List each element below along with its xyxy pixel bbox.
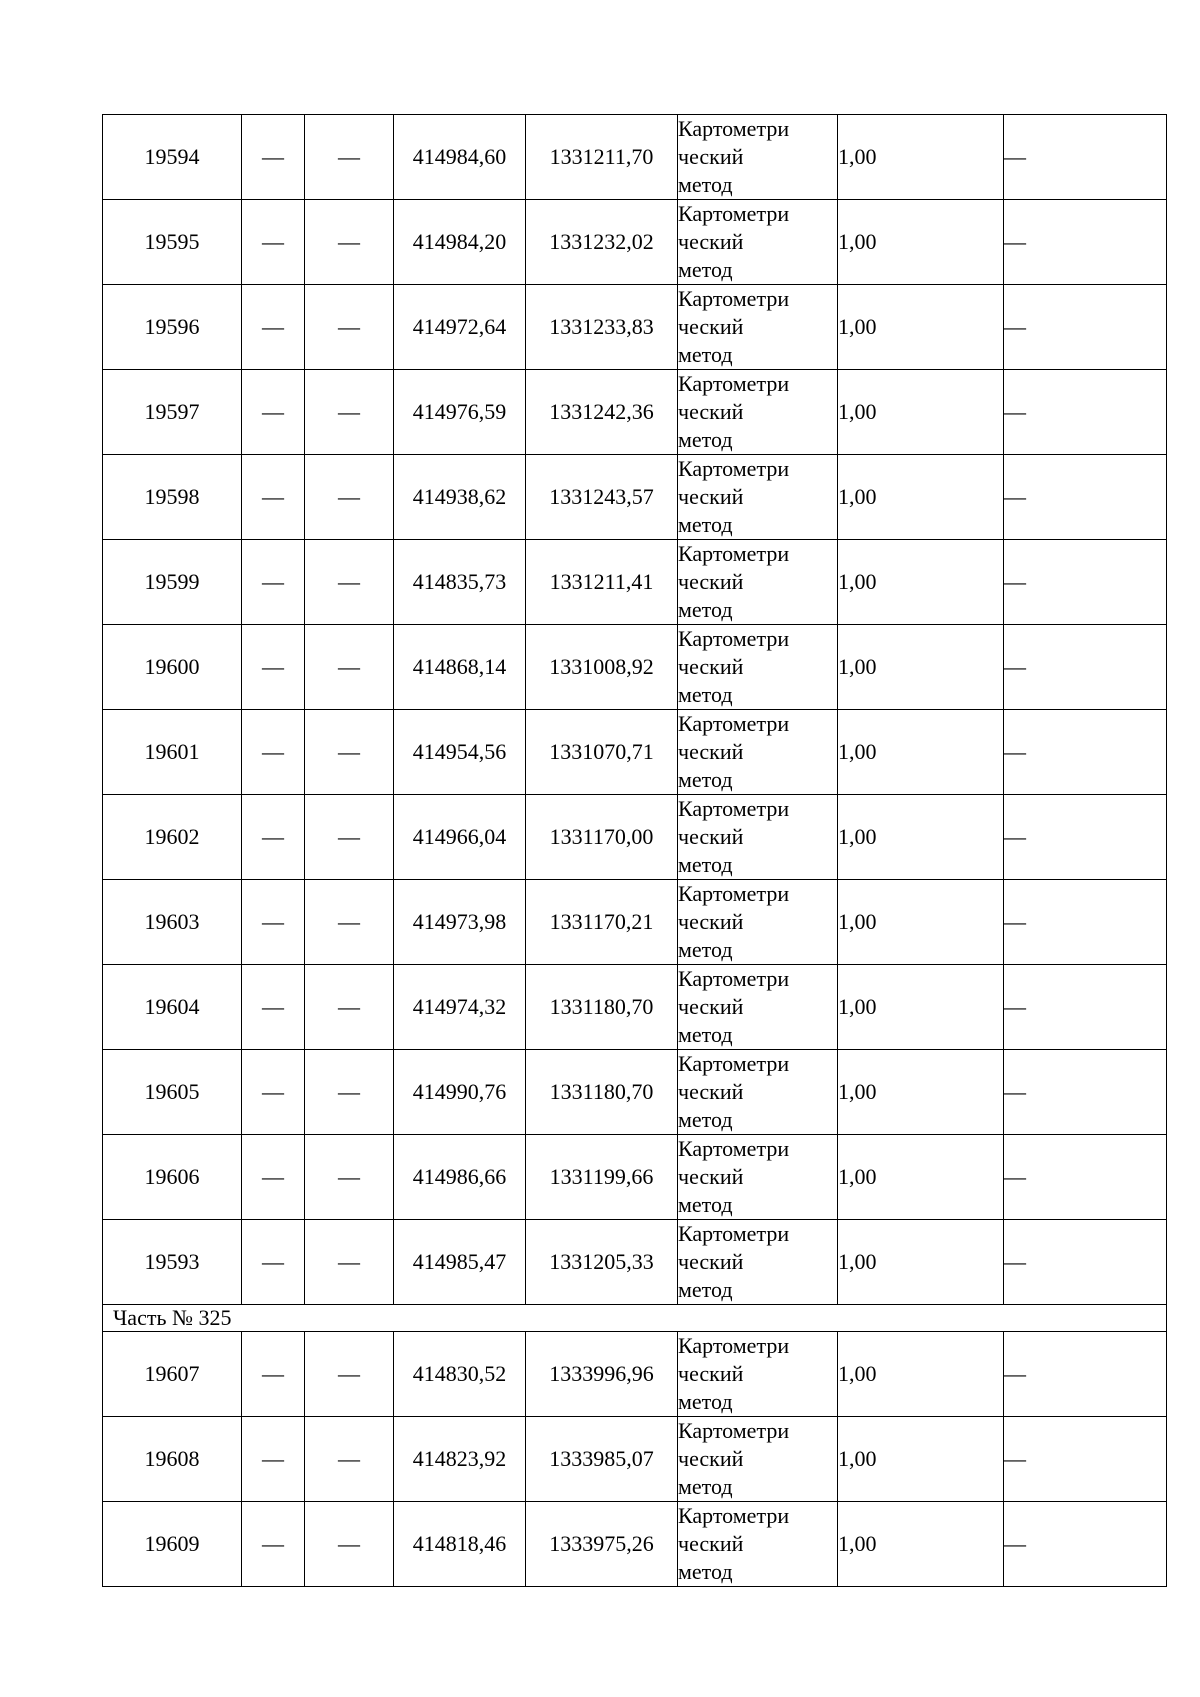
description-cell: — bbox=[1004, 625, 1167, 710]
method-text-line: Картометри bbox=[678, 1333, 790, 1358]
method-text-line: Картометри bbox=[678, 626, 790, 651]
accuracy-value: 1,00 bbox=[838, 115, 1004, 200]
method-text-line: Картометри bbox=[678, 286, 790, 311]
method-text-line: Картометри bbox=[678, 966, 790, 991]
description-cell: — bbox=[1004, 115, 1167, 200]
old-y-cell: — bbox=[305, 115, 394, 200]
description-cell: — bbox=[1004, 710, 1167, 795]
old-y-cell: — bbox=[305, 200, 394, 285]
old-x-cell: — bbox=[242, 1502, 305, 1587]
x-coordinate: 414966,04 bbox=[394, 795, 526, 880]
old-y-cell: — bbox=[305, 710, 394, 795]
method-text-line: ческий bbox=[678, 1079, 744, 1104]
method-text-line: метод bbox=[678, 257, 733, 282]
old-y-cell: — bbox=[305, 1135, 394, 1220]
description-cell: — bbox=[1004, 1417, 1167, 1502]
old-x-cell: — bbox=[242, 370, 305, 455]
method-cell bbox=[678, 200, 838, 285]
x-coordinate: 414984,20 bbox=[394, 200, 526, 285]
description-cell: — bbox=[1004, 1220, 1167, 1305]
x-coordinate: 414972,64 bbox=[394, 285, 526, 370]
method-text-line: метод bbox=[678, 1022, 733, 1047]
method-text-line: ческий bbox=[678, 1361, 744, 1386]
y-coordinate: 1331211,70 bbox=[526, 115, 678, 200]
old-x-cell: — bbox=[242, 1220, 305, 1305]
method-text-line: метод bbox=[678, 1559, 733, 1584]
table-row bbox=[103, 1050, 1167, 1135]
old-x-cell: — bbox=[242, 285, 305, 370]
x-coordinate: 414868,14 bbox=[394, 625, 526, 710]
method-text-line: ческий bbox=[678, 824, 744, 849]
method-text-line: Картометри bbox=[678, 1221, 790, 1246]
old-y-cell: — bbox=[305, 1220, 394, 1305]
method-cell bbox=[678, 1332, 838, 1417]
method-text-line: ческий bbox=[678, 654, 744, 679]
method-text-line: метод bbox=[678, 597, 733, 622]
method-text-line: ческий bbox=[678, 1446, 744, 1471]
method-text-line: ческий bbox=[678, 314, 744, 339]
method-text-line: ческий bbox=[678, 994, 744, 1019]
point-number: 19600 bbox=[103, 625, 242, 710]
method-text-line: ческий bbox=[678, 569, 744, 594]
y-coordinate: 1331070,71 bbox=[526, 710, 678, 795]
section-header-row bbox=[103, 1305, 1167, 1332]
y-coordinate: 1333975,26 bbox=[526, 1502, 678, 1587]
y-coordinate: 1331170,21 bbox=[526, 880, 678, 965]
method-text-line: Картометри bbox=[678, 541, 790, 566]
method-text-line: метод bbox=[678, 852, 733, 877]
method-cell bbox=[678, 1050, 838, 1135]
old-y-cell: — bbox=[305, 1502, 394, 1587]
old-x-cell: — bbox=[242, 965, 305, 1050]
method-text-line: Картометри bbox=[678, 201, 790, 226]
method-cell bbox=[678, 115, 838, 200]
method-cell bbox=[678, 455, 838, 540]
point-number: 19608 bbox=[103, 1417, 242, 1502]
x-coordinate: 414974,32 bbox=[394, 965, 526, 1050]
y-coordinate: 1331242,36 bbox=[526, 370, 678, 455]
method-text-line: Картометри bbox=[678, 881, 790, 906]
table-row bbox=[103, 795, 1167, 880]
method-text-line: метод bbox=[678, 1277, 733, 1302]
method-text-line: метод bbox=[678, 1192, 733, 1217]
table-row bbox=[103, 455, 1167, 540]
y-coordinate: 1331170,00 bbox=[526, 795, 678, 880]
y-coordinate: 1331243,57 bbox=[526, 455, 678, 540]
old-y-cell: — bbox=[305, 1332, 394, 1417]
table-row bbox=[103, 540, 1167, 625]
y-coordinate: 1331199,66 bbox=[526, 1135, 678, 1220]
method-text-line: Картометри bbox=[678, 456, 790, 481]
description-cell: — bbox=[1004, 795, 1167, 880]
y-coordinate: 1333996,96 bbox=[526, 1332, 678, 1417]
accuracy-value: 1,00 bbox=[838, 200, 1004, 285]
accuracy-value: 1,00 bbox=[838, 795, 1004, 880]
method-text-line: метод bbox=[678, 172, 733, 197]
description-cell: — bbox=[1004, 1050, 1167, 1135]
coordinates-table bbox=[102, 114, 1167, 1587]
old-y-cell: — bbox=[305, 795, 394, 880]
point-number: 19593 bbox=[103, 1220, 242, 1305]
x-coordinate: 414818,46 bbox=[394, 1502, 526, 1587]
old-x-cell: — bbox=[242, 200, 305, 285]
method-text-line: Картометри bbox=[678, 1051, 790, 1076]
old-y-cell: — bbox=[305, 1050, 394, 1135]
method-cell bbox=[678, 625, 838, 710]
x-coordinate: 414835,73 bbox=[394, 540, 526, 625]
description-cell: — bbox=[1004, 200, 1167, 285]
table-row bbox=[103, 370, 1167, 455]
method-text-line: ческий bbox=[678, 484, 744, 509]
y-coordinate: 1331232,02 bbox=[526, 200, 678, 285]
old-y-cell: — bbox=[305, 455, 394, 540]
old-x-cell: — bbox=[242, 1135, 305, 1220]
old-y-cell: — bbox=[305, 965, 394, 1050]
old-y-cell: — bbox=[305, 625, 394, 710]
y-coordinate: 1333985,07 bbox=[526, 1417, 678, 1502]
description-cell: — bbox=[1004, 285, 1167, 370]
method-cell bbox=[678, 540, 838, 625]
method-text-line: метод bbox=[678, 767, 733, 792]
table-row bbox=[103, 1220, 1167, 1305]
description-cell: — bbox=[1004, 880, 1167, 965]
description-cell: — bbox=[1004, 1135, 1167, 1220]
description-cell: — bbox=[1004, 1332, 1167, 1417]
accuracy-value: 1,00 bbox=[838, 880, 1004, 965]
y-coordinate: 1331211,41 bbox=[526, 540, 678, 625]
point-number: 19607 bbox=[103, 1332, 242, 1417]
y-coordinate: 1331233,83 bbox=[526, 285, 678, 370]
old-y-cell: — bbox=[305, 1417, 394, 1502]
old-x-cell: — bbox=[242, 1417, 305, 1502]
point-number: 19604 bbox=[103, 965, 242, 1050]
table-row bbox=[103, 710, 1167, 795]
old-x-cell: — bbox=[242, 455, 305, 540]
method-cell bbox=[678, 880, 838, 965]
method-text-line: ческий bbox=[678, 739, 744, 764]
accuracy-value: 1,00 bbox=[838, 1332, 1004, 1417]
x-coordinate: 414985,47 bbox=[394, 1220, 526, 1305]
method-text-line: ческий bbox=[678, 1164, 744, 1189]
accuracy-value: 1,00 bbox=[838, 540, 1004, 625]
accuracy-value: 1,00 bbox=[838, 1050, 1004, 1135]
accuracy-value: 1,00 bbox=[838, 965, 1004, 1050]
method-text-line: метод bbox=[678, 937, 733, 962]
description-cell: — bbox=[1004, 370, 1167, 455]
x-coordinate: 414973,98 bbox=[394, 880, 526, 965]
method-text-line: метод bbox=[678, 512, 733, 537]
point-number: 19609 bbox=[103, 1502, 242, 1587]
y-coordinate: 1331205,33 bbox=[526, 1220, 678, 1305]
accuracy-value: 1,00 bbox=[838, 285, 1004, 370]
method-text-line: метод bbox=[678, 1389, 733, 1414]
accuracy-value: 1,00 bbox=[838, 1502, 1004, 1587]
table-row bbox=[103, 625, 1167, 710]
table-row bbox=[103, 285, 1167, 370]
point-number: 19606 bbox=[103, 1135, 242, 1220]
accuracy-value: 1,00 bbox=[838, 710, 1004, 795]
old-x-cell: — bbox=[242, 710, 305, 795]
description-cell: — bbox=[1004, 455, 1167, 540]
old-y-cell: — bbox=[305, 285, 394, 370]
point-number: 19601 bbox=[103, 710, 242, 795]
x-coordinate: 414823,92 bbox=[394, 1417, 526, 1502]
y-coordinate: 1331180,70 bbox=[526, 965, 678, 1050]
table-row bbox=[103, 880, 1167, 965]
method-cell bbox=[678, 1502, 838, 1587]
method-text-line: метод bbox=[678, 1474, 733, 1499]
x-coordinate: 414986,66 bbox=[394, 1135, 526, 1220]
method-text-line: Картометри bbox=[678, 1418, 790, 1443]
old-y-cell: — bbox=[305, 370, 394, 455]
old-x-cell: — bbox=[242, 1050, 305, 1135]
table-row bbox=[103, 1332, 1167, 1417]
old-x-cell: — bbox=[242, 1332, 305, 1417]
method-text-line: ческий bbox=[678, 229, 744, 254]
accuracy-value: 1,00 bbox=[838, 1220, 1004, 1305]
old-y-cell: — bbox=[305, 540, 394, 625]
method-text-line: Картометри bbox=[678, 1136, 790, 1161]
method-text-line: Картометри bbox=[678, 116, 790, 141]
method-text-line: ческий bbox=[678, 909, 744, 934]
description-cell: — bbox=[1004, 540, 1167, 625]
method-text-line: ческий bbox=[678, 1531, 744, 1556]
accuracy-value: 1,00 bbox=[838, 455, 1004, 540]
old-x-cell: — bbox=[242, 625, 305, 710]
method-text-line: метод bbox=[678, 682, 733, 707]
method-text-line: Картометри bbox=[678, 796, 790, 821]
description-cell: — bbox=[1004, 1502, 1167, 1587]
old-x-cell: — bbox=[242, 795, 305, 880]
table-row bbox=[103, 1502, 1167, 1587]
method-text-line: метод bbox=[678, 342, 733, 367]
point-number: 19594 bbox=[103, 115, 242, 200]
table-row bbox=[103, 200, 1167, 285]
accuracy-value: 1,00 bbox=[838, 1135, 1004, 1220]
point-number: 19603 bbox=[103, 880, 242, 965]
method-text-line: ческий bbox=[678, 144, 744, 169]
method-cell bbox=[678, 370, 838, 455]
method-cell bbox=[678, 1220, 838, 1305]
point-number: 19596 bbox=[103, 285, 242, 370]
method-cell bbox=[678, 795, 838, 880]
point-number: 19595 bbox=[103, 200, 242, 285]
x-coordinate: 414938,62 bbox=[394, 455, 526, 540]
accuracy-value: 1,00 bbox=[838, 370, 1004, 455]
old-y-cell: — bbox=[305, 880, 394, 965]
x-coordinate: 414990,76 bbox=[394, 1050, 526, 1135]
table-row bbox=[103, 1417, 1167, 1502]
method-text-line: Картометри bbox=[678, 1503, 790, 1528]
point-number: 19602 bbox=[103, 795, 242, 880]
table-row bbox=[103, 115, 1167, 200]
method-text-line: ческий bbox=[678, 399, 744, 424]
method-text-line: Картометри bbox=[678, 711, 790, 736]
method-text-line: ческий bbox=[678, 1249, 744, 1274]
method-cell bbox=[678, 1135, 838, 1220]
table-body bbox=[103, 115, 1167, 1587]
method-text-line: Картометри bbox=[678, 371, 790, 396]
method-cell bbox=[678, 1417, 838, 1502]
method-cell bbox=[678, 965, 838, 1050]
accuracy-value: 1,00 bbox=[838, 1417, 1004, 1502]
method-text-line: метод bbox=[678, 1107, 733, 1132]
section-label: Часть № 325 bbox=[103, 1305, 1167, 1332]
x-coordinate: 414954,56 bbox=[394, 710, 526, 795]
point-number: 19598 bbox=[103, 455, 242, 540]
method-cell bbox=[678, 285, 838, 370]
old-x-cell: — bbox=[242, 540, 305, 625]
old-x-cell: — bbox=[242, 115, 305, 200]
description-cell: — bbox=[1004, 965, 1167, 1050]
table-row bbox=[103, 1135, 1167, 1220]
accuracy-value: 1,00 bbox=[838, 625, 1004, 710]
old-x-cell: — bbox=[242, 880, 305, 965]
point-number: 19599 bbox=[103, 540, 242, 625]
y-coordinate: 1331180,70 bbox=[526, 1050, 678, 1135]
x-coordinate: 414984,60 bbox=[394, 115, 526, 200]
point-number: 19597 bbox=[103, 370, 242, 455]
y-coordinate: 1331008,92 bbox=[526, 625, 678, 710]
x-coordinate: 414830,52 bbox=[394, 1332, 526, 1417]
table-row bbox=[103, 965, 1167, 1050]
method-text-line: метод bbox=[678, 427, 733, 452]
x-coordinate: 414976,59 bbox=[394, 370, 526, 455]
point-number: 19605 bbox=[103, 1050, 242, 1135]
method-cell bbox=[678, 710, 838, 795]
